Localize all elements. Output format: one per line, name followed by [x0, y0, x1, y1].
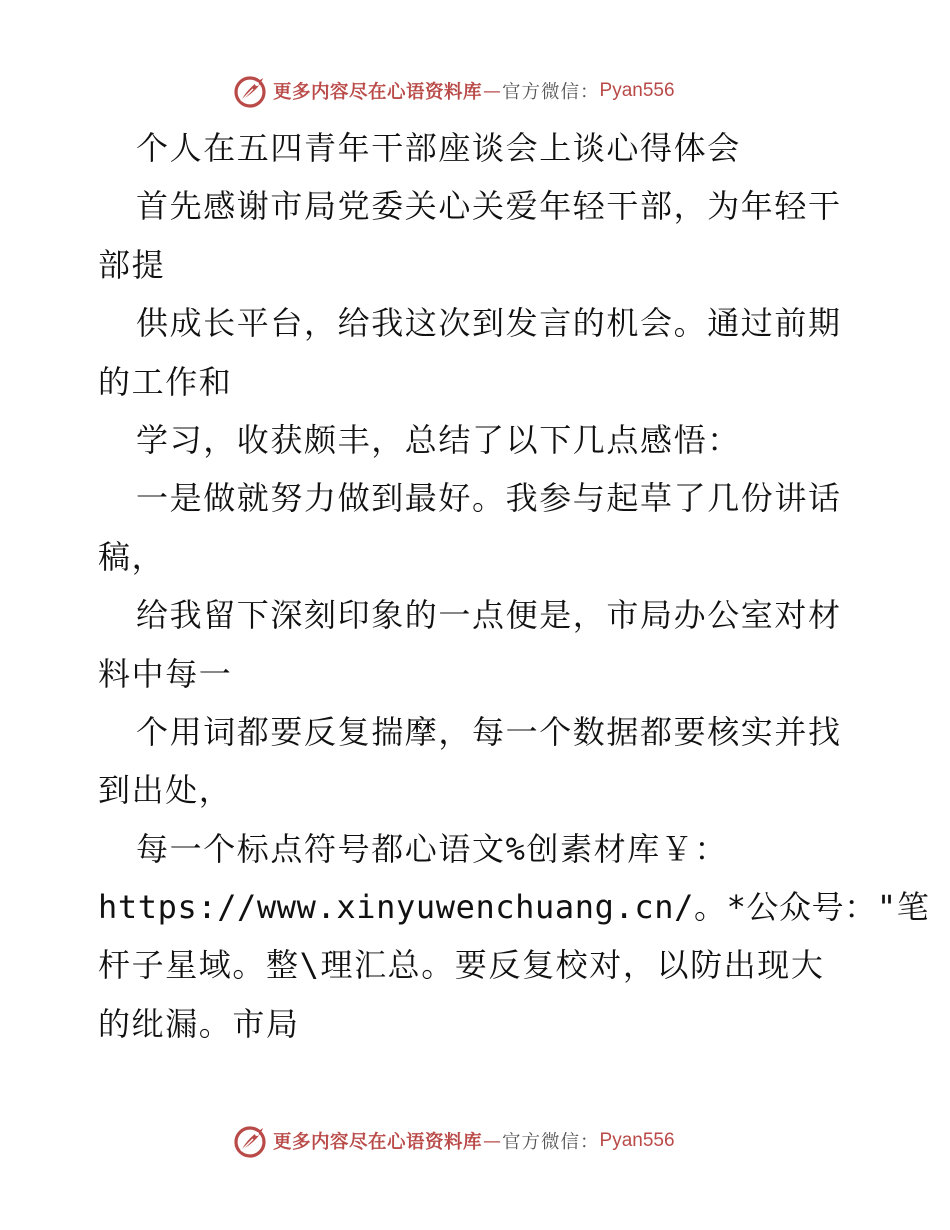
banner-dash: — — [483, 80, 502, 102]
paragraph-line: 稿， — [98, 537, 166, 576]
banner-wechat-id: Pyan556 — [599, 80, 675, 101]
paragraph-line: 部提 — [98, 245, 166, 284]
paragraph-line: 料中每一 — [98, 654, 233, 693]
paragraph-line: 的工作和 — [98, 362, 233, 401]
paragraph-line: 学习，收获颇丰，总结了以下几点感悟： — [136, 420, 741, 459]
paragraph-line: 一是做就努力做到最好。我参与起草了几份讲话 — [136, 479, 842, 518]
paragraph-line: 杆子星域。整\理汇总。要反复校对，以防出现大 — [98, 946, 825, 985]
paragraph-line-url: https://www.xinyuwenchuang.cn/。*公众号："笔 — [98, 888, 930, 927]
paragraph-line: 每一个标点符号都心语文%创素材库￥： — [136, 829, 729, 868]
paragraph-line: 的纰漏。市局 — [98, 1004, 300, 1043]
paragraph-line: 到出处， — [98, 771, 233, 810]
footer-banner — [233, 1121, 713, 1161]
quill-pen-logo-icon — [233, 1123, 269, 1159]
document-body — [98, 119, 930, 1053]
paragraph-line: 给我留下深刻印象的一点便是，市局办公室对材 — [136, 596, 842, 635]
banner-wechat-label: 官方微信： — [502, 82, 600, 103]
paragraph-line: 首先感谢市局党委关心关爱年轻干部，为年轻干 — [136, 187, 842, 226]
header-banner — [233, 71, 713, 111]
banner-wechat-label: 官方微信： — [502, 1132, 600, 1153]
quill-pen-logo-icon — [233, 73, 269, 109]
banner-title: 更多内容尽在心语资料库 — [273, 82, 483, 103]
paragraph-line: 个用词都要反复揣摩，每一个数据都要核实并找 — [136, 712, 842, 751]
document-title: 个人在五四青年干部座谈会上谈心得体会 — [136, 129, 741, 167]
banner-dash: — — [483, 1130, 502, 1152]
paragraph-line: 供成长平台，给我这次到发言的机会。通过前期 — [136, 304, 842, 343]
banner-title: 更多内容尽在心语资料库 — [273, 1132, 483, 1153]
banner-wechat-id: Pyan556 — [599, 1130, 675, 1151]
